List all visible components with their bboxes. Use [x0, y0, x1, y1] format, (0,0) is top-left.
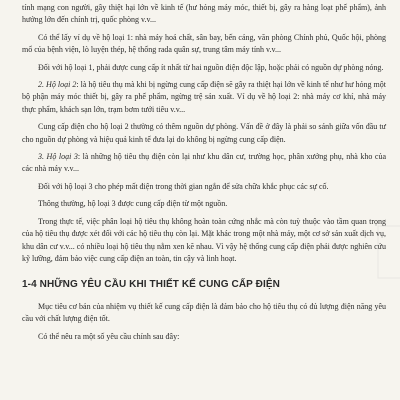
type2-text: : là hộ tiêu thụ mà khi bị ngừng cung cấp điện sẽ gây ra thiệt hại lớn về kinh tế như hư hỏng một bộ phận máy móc thiết bị, gây ra phế phẩm, ngừng trệ sản xuất. Ví dụ về hộ loại 2: nhà máy cơ khí, nhà máy thực phẩm, khách sạn lớn, trạm bơm tưới tiêu v.v...	[22, 80, 386, 114]
paragraph-type3-source: Thông thường, hộ loại 3 được cung cấp điện từ một nguồn.	[38, 199, 228, 209]
section-heading: 1-4 NHỮNG YÊU CẦU KHI THIẾT KẾ CUNG CẤP ĐIỆN	[22, 279, 280, 291]
show-through-mark	[374, 222, 400, 282]
paragraph-requirements-intro: Có thể nêu ra một số yêu cầu chính sau đây:	[38, 331, 180, 341]
paragraph-type1-supply: Đối với hộ loại 1, phải được cung cấp ít nhất từ hai nguồn điện độc lập, hoặc phải có nguồn dự phòng nóng.	[38, 62, 384, 72]
paragraph-type2	[22, 79, 386, 116]
paragraph-type3-outage: Đối với hộ loại 3 cho phép mất điện trong thời gian ngắn để sửa chữa khắc phục các sự cố.	[38, 181, 329, 191]
paragraph-classification: Trong thực tế, việc phân loại hộ tiêu thụ không hoàn toàn cứng nhắc mà còn tuỳ thuộc vào tầm quan trọng của hộ tiêu thụ được xét đối với các hộ tiêu thụ còn lại. Mặt khác trong một nhà máy, một cơ sở sản xuất dịch vụ, khu dân cư v.v... có nhiều loại hộ tiêu thụ nằm xen kẽ nhau. Vì vậy hệ thống cung cấp điện phải được nghiên cứu kỹ lưỡng, đảm bảo việc cung cấp điện an toàn, tin cậy và linh hoạt.	[22, 216, 386, 263]
type3-label: 3. Hộ loại 3	[38, 152, 78, 162]
type3-text: : là những hộ tiêu thụ điện còn lại như khu dân cư, trường học, phân xưởng phụ, nhà kho của các nhà máy v.v...	[22, 152, 386, 174]
paragraph-type3	[22, 151, 386, 176]
paragraph-type2-supply: Cung cấp điện cho hộ loại 2 thường có thêm nguồn dự phòng. Vấn đề ở đây là phải so sánh giữa vốn đầu tư cho nguồn dự phòng và hiệu quả kinh tế đưa lại do không bị ngừng cung cấp điện.	[22, 122, 386, 144]
paragraph-0: tính mạng con người, gây thiệt hại lớn về kinh tế (hư hỏng máy móc, thiết bị, gây ra hàng loạt phế phẩm), ảnh hưởng lớn đến chính trị, quốc phòng v.v...	[22, 3, 386, 25]
paragraph-example-type1: Có thể lấy ví dụ về hộ loại 1: nhà máy hoá chất, sân bay, bến cảng, văn phòng Chính phủ, Quốc hội, phòng mổ của bệnh viện, lò luyện thép, hệ thống rada quân sự, trung tâm máy tính v.v...	[22, 32, 386, 55]
paragraph-goal: Mục tiêu cơ bản của nhiệm vụ thiết kế cung cấp điện là đảm bảo cho hộ tiêu thụ có đủ lượng điện năng yêu cầu với chất lượng điện tốt.	[22, 301, 386, 324]
type2-label: 2. Hộ loại 2	[38, 80, 77, 90]
